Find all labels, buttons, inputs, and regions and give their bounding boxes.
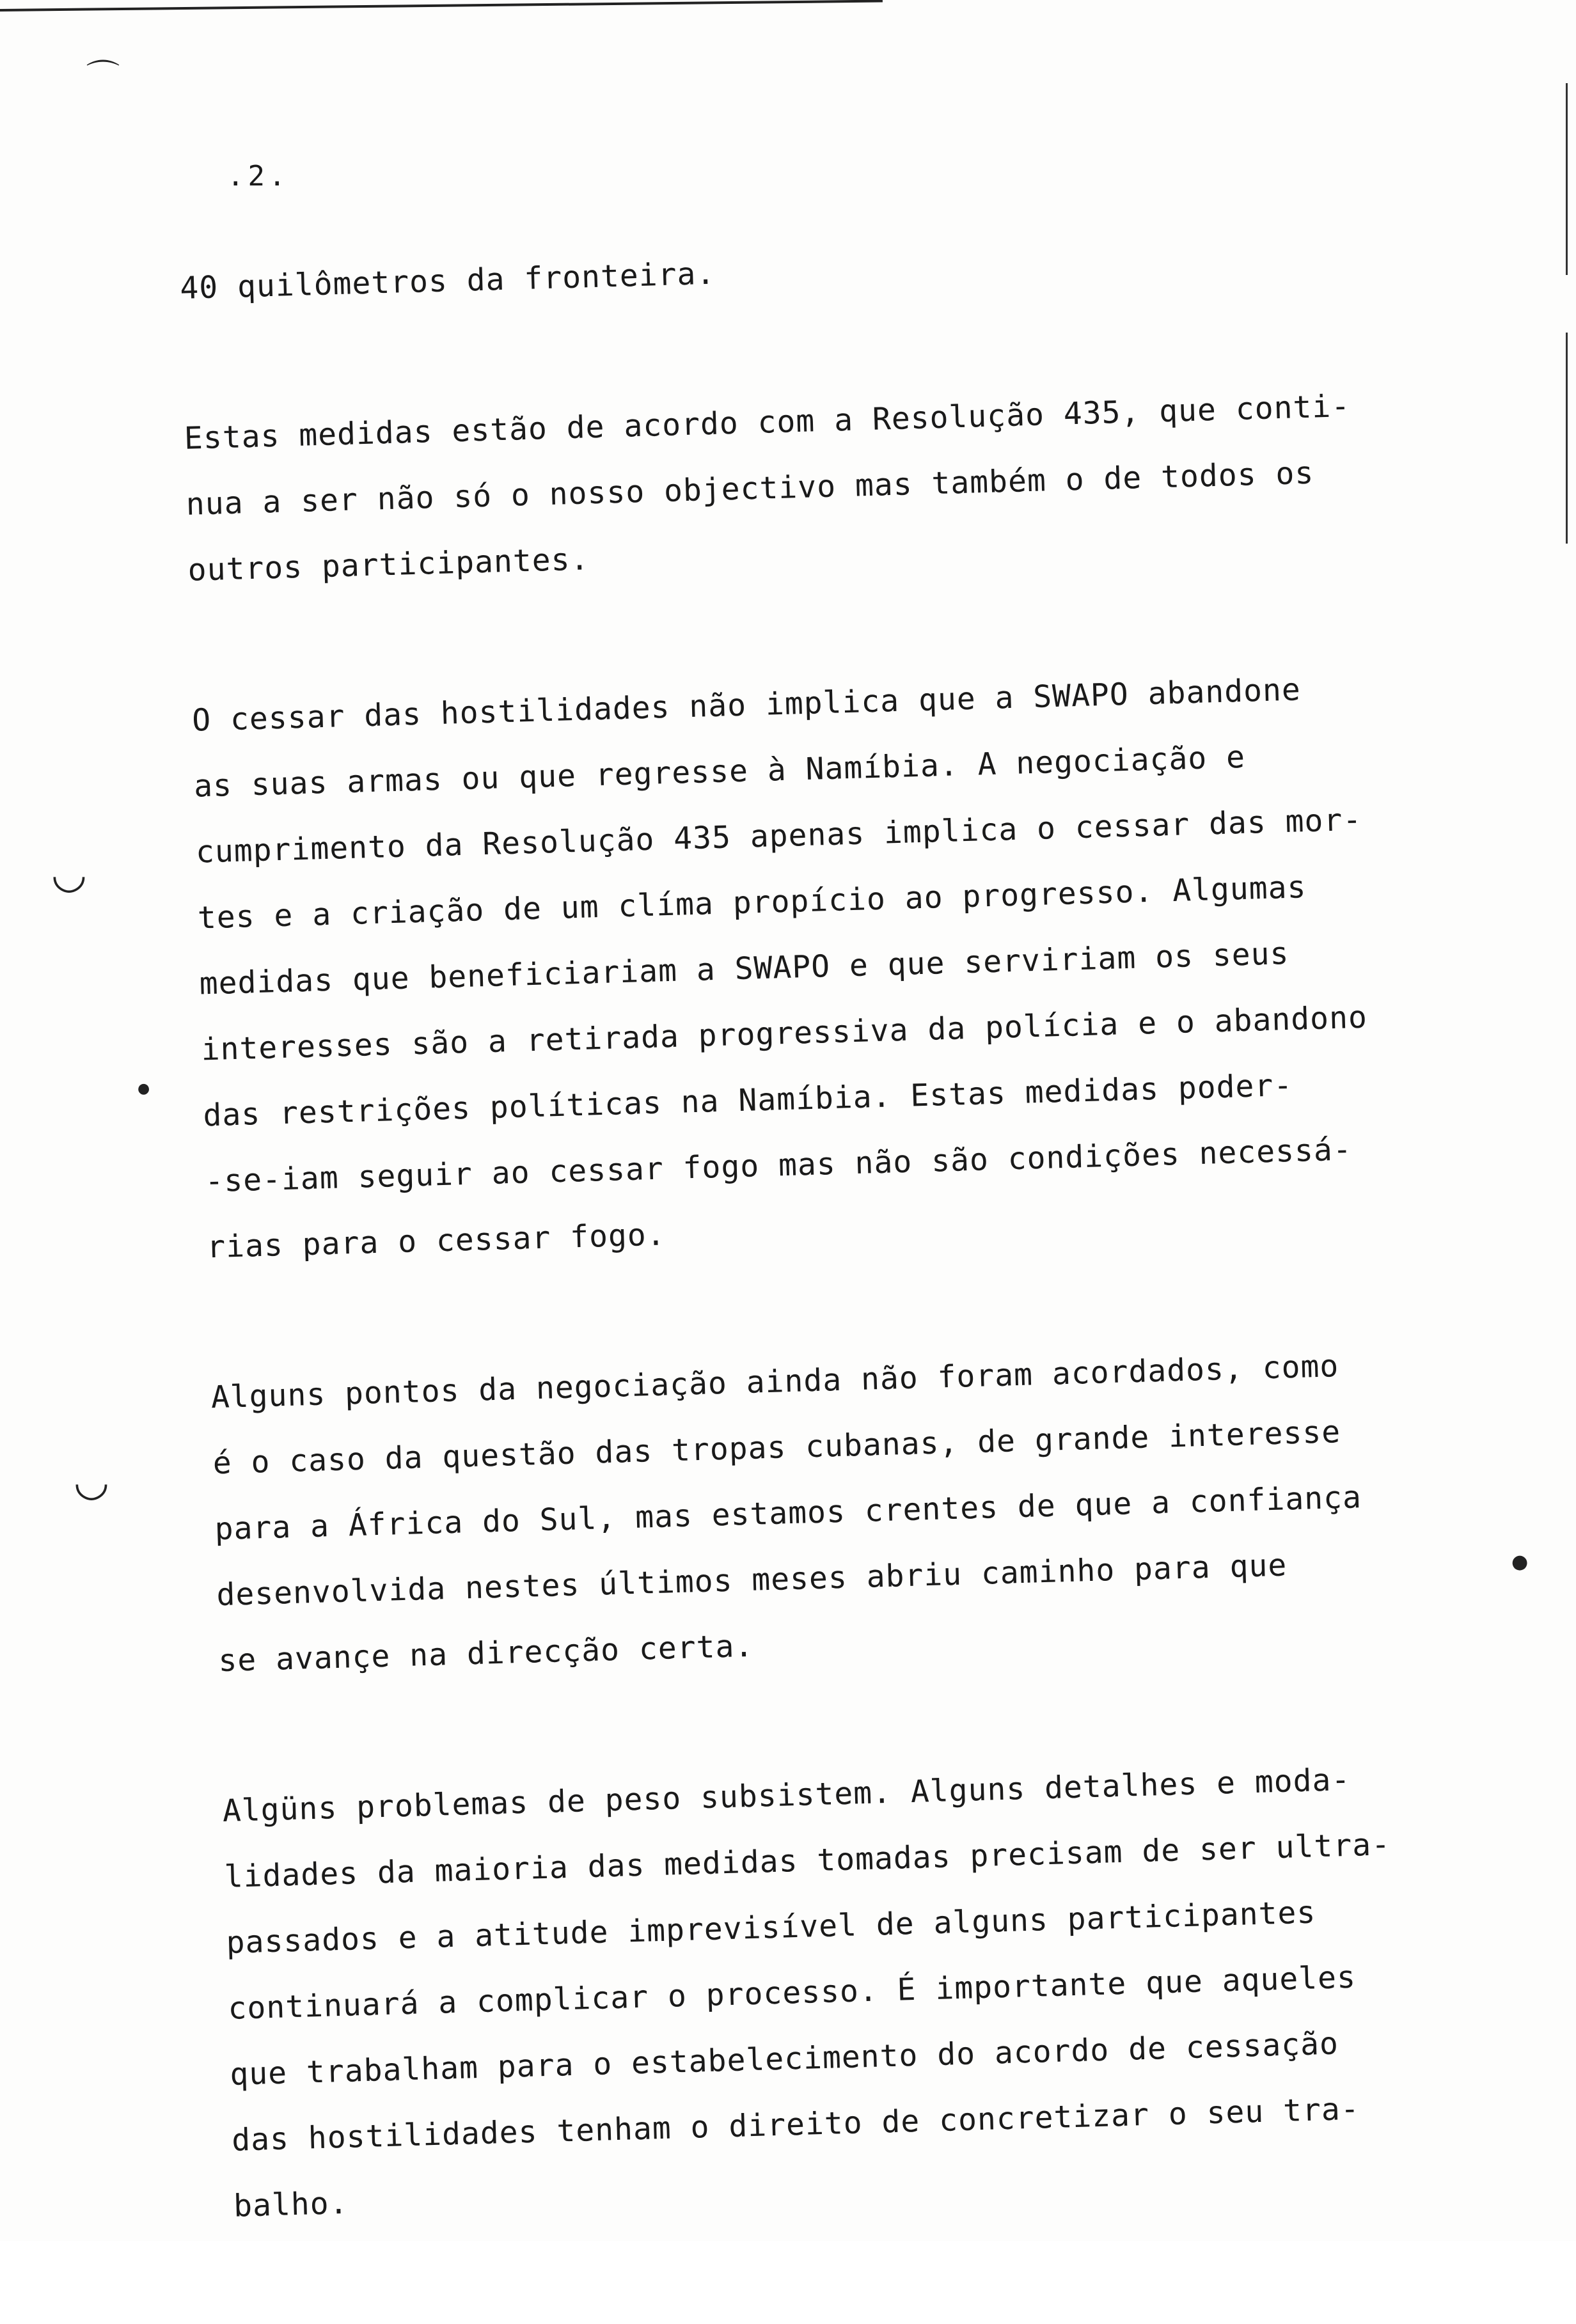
page-number: .2.	[227, 160, 290, 192]
text-line: -se-iam seguir ao cessar fogo mas não são condições necessá-	[204, 1131, 1353, 1200]
right-edge-line	[1566, 333, 1568, 544]
text-line: rias para o cessar fogo.	[206, 1216, 666, 1266]
hole-punch-mark-icon: ◡	[51, 851, 87, 898]
text-line: passados e a atitude imprevisível de alguns participantes	[225, 1894, 1317, 1961]
paragraph	[222, 1743, 1488, 2239]
text-line: tes e a criação de um clíma propício ao progresso. Algumas	[197, 869, 1307, 936]
text-line: Algüns problemas de peso subsistem. Alguns detalhes e moda-	[222, 1761, 1351, 1830]
text-line: das restrições políticas na Namíbia. Estas medidas poder-	[202, 1067, 1293, 1134]
text-line: Estas medidas estão de acordo com a Resolução 435, que conti-	[184, 388, 1351, 457]
text-line: O cessar das hostilidades não implica que a SWAPO abandone	[191, 671, 1302, 739]
speck-mark-icon: ●	[1511, 1551, 1529, 1573]
text-line: lidades da maioria das medidas tomadas precisam de ser ultra-	[224, 1826, 1391, 1896]
text-line: interesses são a retirada progressiva da polícia e o abandono	[200, 999, 1368, 1068]
text-line: das hostilidades tenham o direito de concretizar o seu tra-	[231, 2091, 1360, 2158]
text-line: desenvolvida nestes últimos meses abriu caminho para que	[216, 1547, 1288, 1613]
text-line: nua a ser não só o nosso objectivo mas também o de todos os	[185, 455, 1314, 522]
paragraph	[210, 1330, 1472, 1695]
hole-punch-mark-icon: ◡	[74, 1458, 109, 1505]
text-line: balho.	[233, 2185, 349, 2224]
body-text	[179, 221, 1490, 2323]
text-line: cumprimento da Resolução 435 apenas implica o cessar das mor-	[195, 801, 1362, 870]
speck-mark-icon: ●	[138, 1081, 150, 1097]
text-line: as suas armas ou que regresse à Namíbia. A negociação e	[193, 739, 1246, 805]
paragraph	[184, 371, 1442, 604]
text-line: medidas que beneficiariam a SWAPO e que serviriam os seus	[199, 935, 1290, 1002]
right-edge-line	[1566, 83, 1568, 275]
text-line: outros participantes.	[187, 541, 590, 588]
paragraph	[191, 653, 1461, 1280]
text-line: que trabalham para o estabelecimento do acordo de cessação	[229, 2025, 1339, 2092]
text-line: é o caso da questão das tropas cubanas, de grande interesse	[212, 1414, 1341, 1482]
text-line: continuará a complicar o processo. É importante que aqueles	[227, 1959, 1357, 2027]
text-line: se avançe na direcção certa.	[217, 1628, 754, 1679]
scan-mark-icon: ⌒	[86, 58, 120, 97]
top-edge-line	[0, 0, 883, 12]
paragraph	[179, 221, 1434, 322]
text-line: 40 quilômetros da fronteira.	[179, 255, 716, 306]
text-line: para a África do Sul, mas estamos crentes de que a confiança	[214, 1479, 1362, 1548]
text-line: Alguns pontos da negociação ainda não foram acordados, como	[210, 1348, 1339, 1416]
